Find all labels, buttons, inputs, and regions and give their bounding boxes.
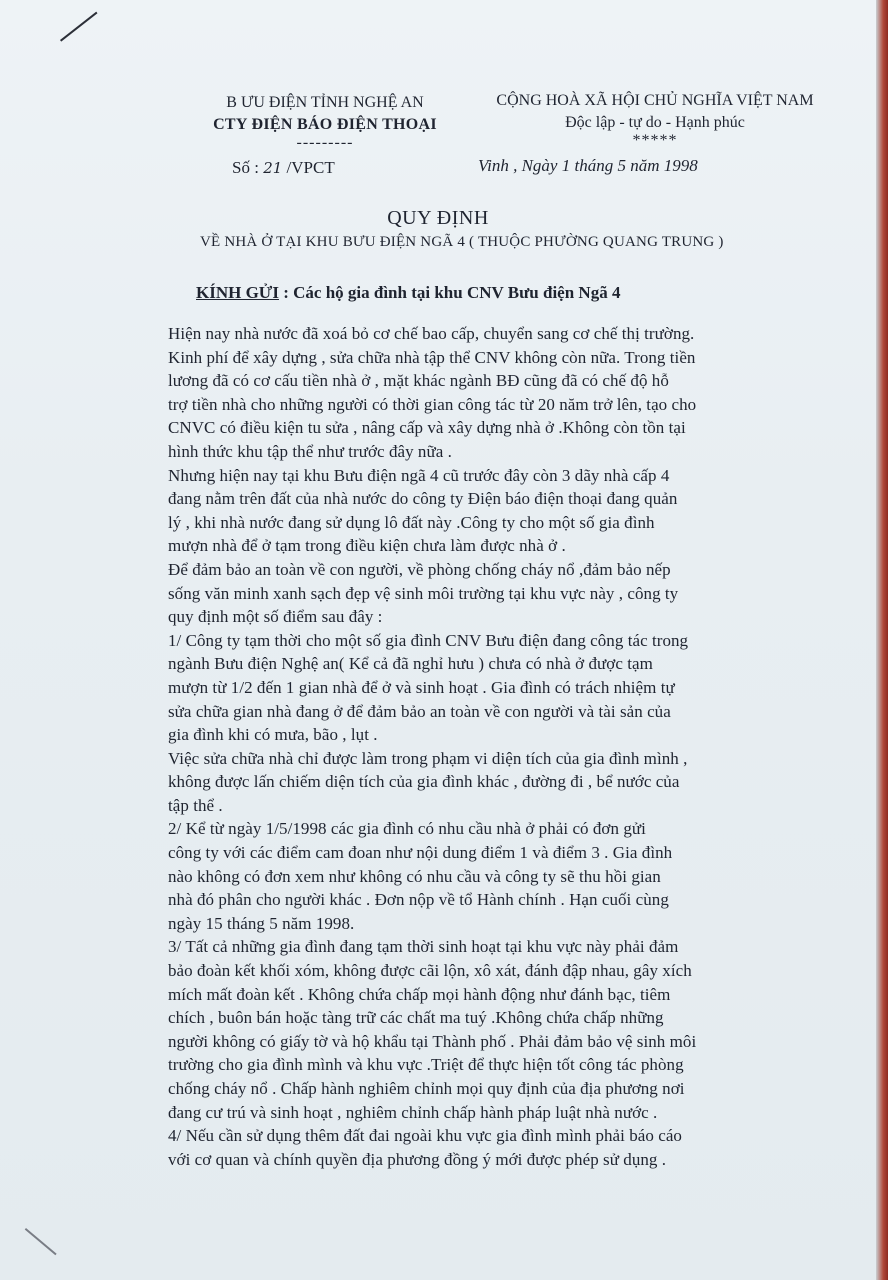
body-line: 2/ Kể từ ngày 1/5/1998 các gia đình có nhu cầu nhà ở phải có đơn gửi xyxy=(168,819,646,839)
body-line: Nhưng hiện nay tại khu Bưu điện ngã 4 cũ trước đây còn 3 dãy nhà cấp 4 xyxy=(168,465,670,485)
issuer-rule: --------- xyxy=(296,134,354,151)
pen-mark xyxy=(60,12,97,42)
body-line: mượn từ 1/2 đến 1 gian nhà để ở và sinh hoạt . Gia đình có trách nhiệm tự xyxy=(168,677,675,697)
body-line: sửa chữa gian nhà đang ở để đảm bảo an toàn về con người và tài sản của xyxy=(168,701,671,721)
document-title: QUY ĐỊNH xyxy=(387,207,489,229)
body-line: bảo đoàn kết khối xóm, không được cãi lộn, xô xát, đánh đập nhau, gây xích xyxy=(168,961,692,981)
body-line: Hiện nay nhà nước đã xoá bỏ cơ chế bao cấp, chuyển sang cơ chế thị trường. xyxy=(168,324,695,343)
body-line: ngày 15 tháng 5 năm 1998. xyxy=(168,913,355,933)
body-line: Để đảm bảo an toàn về con người, về phòng chống cháy nổ ,đảm bảo nếp xyxy=(168,559,671,579)
body-line: công ty với các điểm cam đoan như nội dung điểm 1 và điểm 3 . Gia đình xyxy=(168,843,673,863)
body-line: người không có giấy tờ và hộ khẩu tại Thành phố . Phải đảm bảo vệ sinh môi xyxy=(168,1031,697,1051)
recipient-line xyxy=(196,283,620,303)
pen-mark-bottom xyxy=(25,1228,57,1255)
body-line: với cơ quan và chính quyền địa phương đồng ý mới được phép sử dụng . xyxy=(168,1149,667,1169)
body-line: đang cư trú và sinh hoạt , nghiêm chỉnh chấp hành pháp luật nhà nước . xyxy=(168,1102,658,1122)
body-line: nào không có đơn xem như không có nhu cầu và công ty sẽ thu hồi gian xyxy=(168,866,661,886)
body-line: trường cho gia đình mình và khu vực .Triệt để thực hiện tốt công tác phòng xyxy=(168,1055,684,1075)
recipient-text: : Các hộ gia đình tại khu CNV Bưu điện Ngã 4 xyxy=(283,283,621,302)
recipient-label: KÍNH GỬI xyxy=(196,283,279,302)
body-line: nhà đó phân cho người khác . Đơn nộp về tổ Hành chính . Hạn cuối cùng xyxy=(168,890,669,910)
document-number xyxy=(232,158,335,178)
body-line: 1/ Công ty tạm thời cho một số gia đình CNV Bưu điện đang công tác trong xyxy=(168,630,689,650)
body-line: chích , buôn bán hoặc tàng trữ các chất ma tuý .Không chứa chấp những xyxy=(168,1008,664,1028)
document-date: Vinh , Ngày 1 tháng 5 năm 1998 xyxy=(478,156,698,175)
body-line: sống văn minh xanh sạch đẹp vệ sinh môi trường tại khu vực này , công ty xyxy=(168,583,679,603)
motto-stars: ***** xyxy=(632,132,678,149)
body-line: CNVC có điều kiện tu sửa , nâng cấp và xây dựng nhà ở .Không còn tồn tại xyxy=(168,418,686,438)
body-line: hình thức khu tập thể như trước đây nữa . xyxy=(168,441,452,461)
background-edge xyxy=(876,0,888,1280)
body-line: 3/ Tất cả những gia đình đang tạm thời sinh hoạt tại khu vực này phải đảm xyxy=(168,937,679,957)
body-line: quy định một số điểm sau đây : xyxy=(168,607,383,627)
issuer-block xyxy=(190,92,460,150)
document-number-value: 21 xyxy=(263,159,283,177)
body-line: đang nằm trên đất của nhà nước do công ty Điện báo điện thoại đang quản xyxy=(168,489,678,509)
nation-name: CỘNG HOÀ XÃ HỘI CHỦ NGHĨA VIỆT NAM xyxy=(496,92,814,109)
body-line: không được lấn chiếm diện tích của gia đình khác , đường đi , bể nước của xyxy=(168,772,680,792)
document-subtitle: VỀ NHÀ Ở TẠI KHU BƯU ĐIỆN NGÃ 4 ( THUỘC PHƯỜNG QUANG TRUNG ) xyxy=(200,234,724,250)
body-line: ngành Bưu điện Nghệ an( Kể cả đã nghỉ hưu ) chưa có nhà ở được tạm xyxy=(168,654,653,674)
body-line: 4/ Nếu cần sử dụng thêm đất đai ngoài khu vực gia đình mình phải báo cáo xyxy=(168,1126,682,1146)
body-line: Việc sửa chữa nhà chỉ được làm trong phạm vi diện tích của gia đình mình , xyxy=(168,748,688,768)
document-number-suffix: /VPCT xyxy=(286,158,335,177)
body-line: mượn nhà để ở tạm trong điều kiện chưa làm được nhà ở . xyxy=(168,536,566,556)
document-body xyxy=(168,322,858,1171)
issuer-parent-org: B ƯU ĐIỆN TỈNH NGHỆ AN xyxy=(226,94,424,111)
body-line: chống cháy nổ . Chấp hành nghiêm chỉnh mọi quy định của địa phương nơi xyxy=(168,1079,685,1098)
national-motto: Độc lập - tự do - Hạnh phúc xyxy=(565,114,745,131)
national-heading xyxy=(455,90,855,148)
issuer-org: CTY ĐIỆN BÁO ĐIỆN THOẠI xyxy=(213,116,437,133)
body-line: trợ tiền nhà cho những người có thời gian công tác từ 20 năm trở lên, tạo cho xyxy=(168,394,697,414)
body-line: mích mất đoàn kết . Không chứa chấp mọi hành động như đánh bạc, tiêm xyxy=(168,984,671,1004)
body-line: tập thể . xyxy=(168,795,223,815)
body-line: Kinh phí để xây dựng , sửa chữa nhà tập thể CNV không còn nữa. Trong tiền xyxy=(168,347,696,367)
body-line: lý , khi nhà nước đang sử dụng lô đất này .Công ty cho một số gia đình xyxy=(168,512,655,532)
body-line: gia đình khi có mưa, bão , lụt . xyxy=(168,725,378,745)
document-number-label: Số : xyxy=(232,158,259,177)
body-line: lương đã có cơ cấu tiền nhà ở , mặt khác ngành BĐ cũng đã có chế độ hỗ xyxy=(168,371,669,391)
